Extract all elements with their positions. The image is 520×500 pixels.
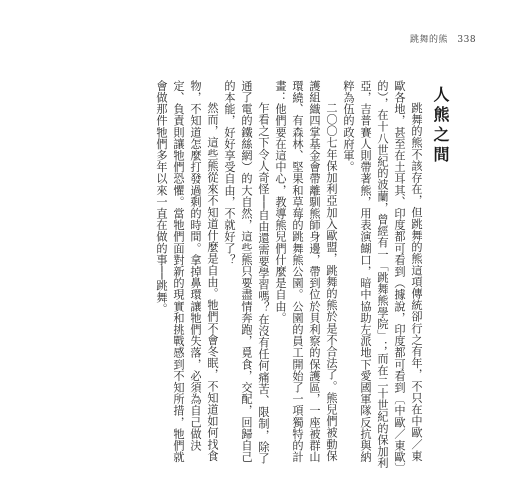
- paragraph: 跳舞的熊不該存在，但跳舞的熊這項傳統卻行之有年，不只在中歐／東歐各地，甚至在土耳其、印度都可看到（據說，印度都可看到〔中歐／東歐〕的），在十八世紀的波蘭，曾經有一「跳舞熊學院」；而在二十世紀的保加利亞，吉普賽人則帶著熊，用表演餬口，暗中協助左派地下愛國軍隊反抗與納粹為伍的政府軍。: [342, 80, 423, 469]
- body-text: [75, 80, 425, 472]
- paragraph: 然而，這些熊從來不知道什麼是自由。牠們不會冬眠，不知道如何找食物，不知道怎麼打發過剩的時間。拿掉鼻環讓牠們失落，必須為自己做決定、負責則讓牠們恐懼。當牠們面對新的現實和挑戰感到不知所措，牠們就會做那件牠們多年以來一直在做的事──跳舞。: [155, 80, 219, 463]
- chapter-title: 人熊之間: [431, 86, 450, 166]
- page-number: 338: [457, 35, 477, 45]
- running-head: [410, 32, 476, 45]
- paragraph: 乍看之下令人奇怪──自由還需要學習嗎？在沒有任何痛苦、限制，除了通了電的鐵絲網）的大自然，這些熊只要盡情奔跑，覓食，交配，回歸自己的本能，好好享受自由，不就好了？: [223, 80, 270, 465]
- paragraph: 二〇〇七年保加利亞加入歐盟，跳舞的熊於是不合法了。熊兒們被動保護組織四掌基金會帶離馴熊師身邊，帶到位於貝利察的保護區，一座被群山環繞、有森林、堅果和草莓的跳舞熊公園。公園的員工開始了一項獨特的計畫：他們要在這中心，教導熊兒們什麼是自由。: [274, 80, 338, 463]
- running-head-title: 跳舞的熊: [410, 35, 449, 45]
